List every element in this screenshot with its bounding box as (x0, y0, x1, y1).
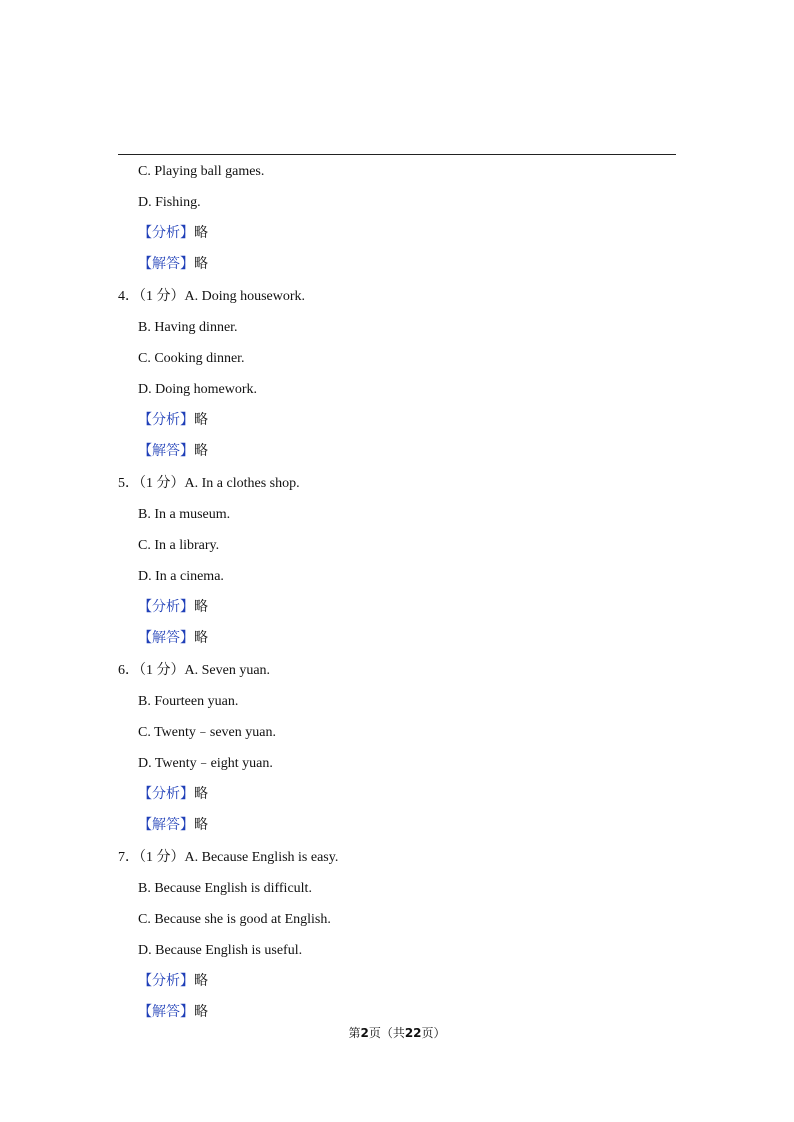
analysis-text: 略 (194, 974, 208, 989)
answer-tag: 【解答】 (138, 631, 194, 646)
analysis-tag: 【分析】 (138, 787, 194, 802)
q5-option-c: C. In a library. (138, 538, 220, 553)
analysis-text: 略 (194, 413, 208, 428)
q6-option-b: B. Fourteen yuan. (138, 694, 239, 709)
q5-head: 5．（1 分）A. In a clothes shop. (118, 476, 300, 491)
q5-option-d: D. In a cinema. (138, 569, 224, 584)
footer-mid: 页（共 (368, 1026, 405, 1040)
q6-head: 6．（1 分）A. Seven yuan. (118, 663, 271, 678)
q5-option-b: B. In a museum. (138, 507, 231, 522)
answer-text: 略 (194, 1005, 208, 1020)
analysis-tag: 【分析】 (138, 226, 194, 241)
analysis-tag: 【分析】 (138, 413, 194, 428)
answer-text: 略 (194, 444, 208, 459)
q4-option-c: C. Cooking dinner. (138, 351, 245, 366)
q3-analysis (138, 218, 208, 249)
q7-head: 7．（1 分）A. Because English is easy. (118, 850, 339, 865)
q6-answer (138, 810, 208, 841)
answer-text: 略 (194, 631, 208, 646)
analysis-tag: 【分析】 (138, 600, 194, 615)
q4-answer (138, 436, 208, 467)
answer-text: 略 (194, 257, 208, 272)
q3-answer (138, 249, 208, 280)
q5-analysis (138, 592, 208, 623)
page-footer (0, 1024, 794, 1041)
footer-page-number: 2 (360, 1026, 369, 1040)
q7-analysis (138, 966, 208, 997)
q6-analysis (138, 779, 208, 810)
q4-option-b: B. Having dinner. (138, 320, 238, 335)
q4-analysis (138, 405, 208, 436)
answer-tag: 【解答】 (138, 257, 194, 272)
q3-option-c: C. Playing ball games. (138, 164, 265, 179)
answer-text: 略 (194, 818, 208, 833)
q7-option-b: B. Because English is difficult. (138, 881, 312, 896)
q6-option-c: C. Twenty﹣seven yuan. (138, 725, 276, 740)
answer-tag: 【解答】 (138, 444, 194, 459)
answer-tag: 【解答】 (138, 818, 194, 833)
analysis-text: 略 (194, 787, 208, 802)
q7-option-c: C. Because she is good at English. (138, 912, 331, 927)
q7-option-d: D. Because English is useful. (138, 943, 303, 958)
header-rule (118, 154, 676, 155)
footer-suffix: 页） (421, 1026, 446, 1040)
q4-head: 4．（1 分）A. Doing housework. (118, 289, 306, 304)
analysis-text: 略 (194, 600, 208, 615)
footer-prefix: 第 (348, 1026, 361, 1040)
q6-option-d: D. Twenty﹣eight yuan. (138, 756, 273, 771)
q5-answer (138, 623, 208, 654)
q3-option-d: D. Fishing. (138, 195, 201, 210)
analysis-text: 略 (194, 226, 208, 241)
footer-total-pages: 22 (404, 1026, 422, 1040)
analysis-tag: 【分析】 (138, 974, 194, 989)
answer-tag: 【解答】 (138, 1005, 194, 1020)
q4-option-d: D. Doing homework. (138, 382, 257, 397)
